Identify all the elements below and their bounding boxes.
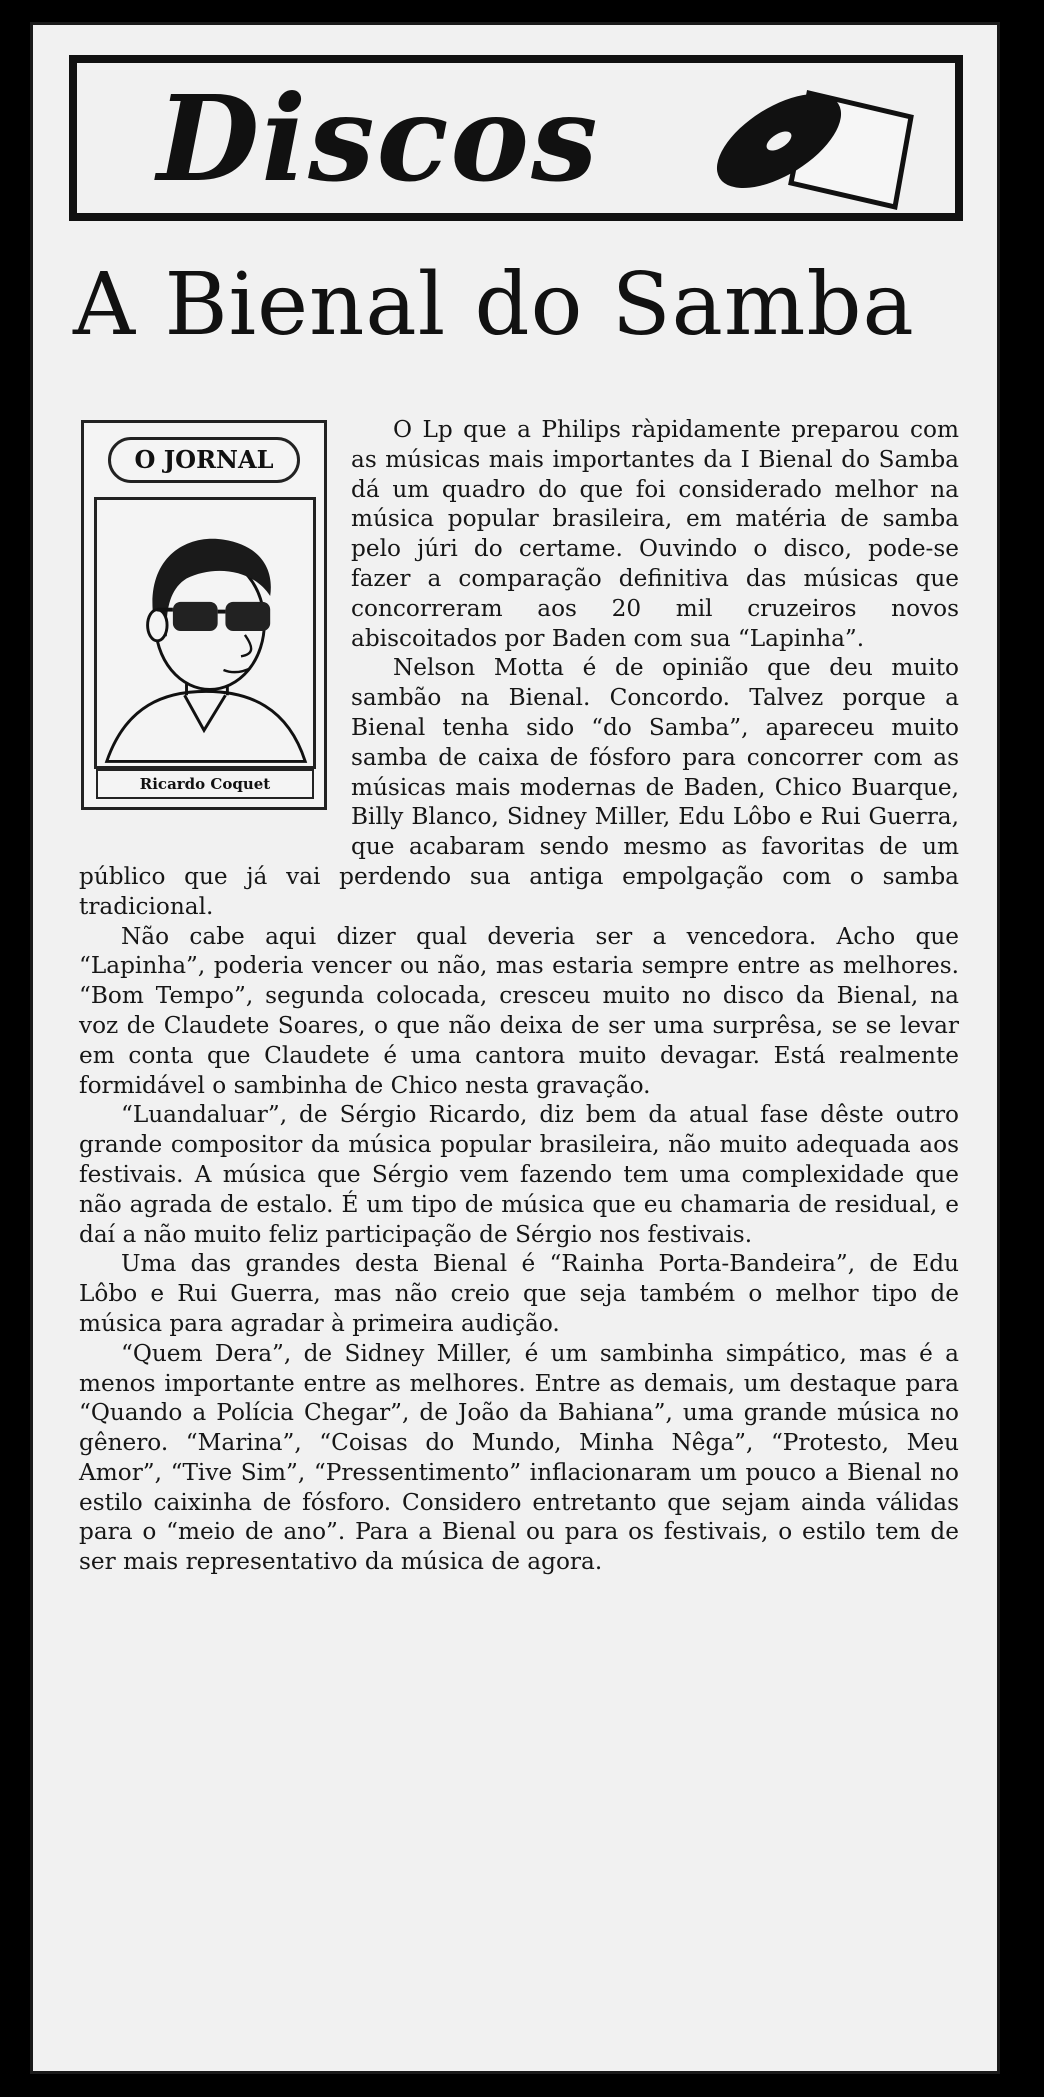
article-paragraph: Não cabe aqui dizer qual deveria ser a vencedora. Acho que “Lapinha”, poderia vencer ou não, mas estaria sempre entre as melhores. “Bom Tempo”, segunda colocada, cresceu muito no disco da Bienal, na voz de Claudete Soares, o que não deixa de ser uma surprêsa, se se levar em conta que Claudete é uma cantora muito devagar. Está realmente formidável o sambinha de Chico nesta gravação.	[79, 922, 959, 1099]
article-paragraph: Nelson Motta é de opinião que deu muito sambão na Bienal. Concordo. Talvez porque a Bienal tenha sido “do Samba”, apareceu muito samba de caixa de fósforo para concorrer com as músicas mais modernas de Baden, Chico Buarque, Billy Blanco, Sidney Miller, Edu Lôbo e Rui Guerra, que acabaram sendo mesmo as favoritas de um público que já vai perdendo sua antiga empolgação com o samba tradicional.	[79, 654, 959, 920]
article-paragraph: Uma das grandes desta Bienal é “Rainha Porta-Bandeira”, de Edu Lôbo e Rui Guerra, mas não creio que seja também o melhor tipo de música para agradar à primeira audição.	[79, 1250, 959, 1337]
article-paragraph: “Luandaluar”, de Sérgio Ricardo, diz bem da atual fase dêste outro grande compositor da música popular brasileira, não muito adequada aos festivais. A música que Sérgio vem fazendo tem uma complexidade que não agrada de estalo. É um tipo de música que eu chamaria de residual, e daí a não muito feliz participação de Sérgio nos festivais.	[79, 1101, 959, 1248]
article-paragraph: O Lp que a Philips ràpidamente preparou com as músicas mais importantes da I Bienal do Samba dá um quadro do que foi considerado melhor na música popular brasileira, em matéria de samba pelo júri do certame. Ouvindo o disco, pode-se fazer a comparação definitiva das músicas que concorreram aos 20 mil cruzeiros novos abiscoitados por Baden com sua “Lapinha”.	[351, 416, 959, 652]
author-portrait-icon	[94, 497, 316, 769]
article-headline: A Bienal do Samba	[73, 255, 915, 355]
newspaper-clipping	[30, 22, 1000, 2074]
byline-box	[81, 420, 327, 810]
section-masthead	[69, 55, 963, 221]
author-name: Ricardo Coquet	[96, 769, 314, 799]
section-title: Discos	[157, 69, 600, 208]
article-paragraph: “Quem Dera”, de Sidney Miller, é um sambinha simpático, mas é a menos importante entre as melhores. Entre as demais, um destaque para “Quando a Polícia Chegar”, de João da Bahiana”, uma grande música no gênero. “Marina”, “Coisas do Mundo, Minha Nêga”, “Protesto, Meu Amor”, “Tive Sim”, “Pressentimento” inflacionaram um pouco a Bienal no estilo caixinha de fósforo. Considero entretanto que sejam ainda válidas para o “meio de ano”. Para a Bienal ou para os festivais, o estilo tem de ser mais representativo da música de agora.	[79, 1339, 959, 1576]
newspaper-badge: O JORNAL	[108, 437, 300, 483]
vinyl-record-sleeve-icon	[699, 71, 919, 211]
